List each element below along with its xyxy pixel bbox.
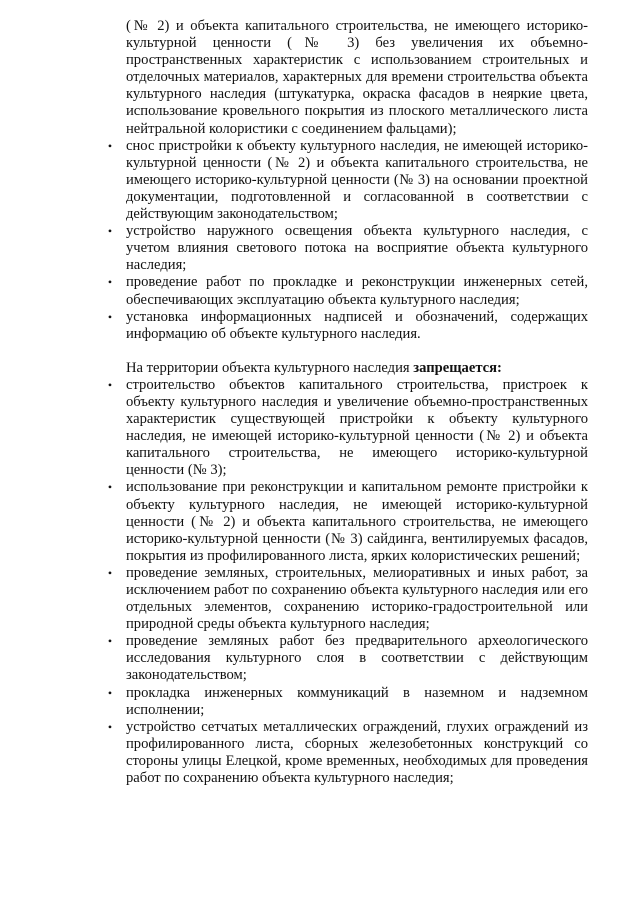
- bullet-icon: •: [107, 275, 113, 290]
- bullet-icon: •: [107, 138, 113, 153]
- list-item: [107, 564, 588, 633]
- prohibited-heading-emphasis: запрещается:: [413, 359, 502, 376]
- list-item: [107, 479, 588, 564]
- prohibited-heading-prefix: На территории объекта культурного наследия: [126, 359, 414, 376]
- prohibited-heading: [118, 360, 588, 377]
- bullet-icon: •: [107, 634, 113, 649]
- list-item-text: установка информационных надписей и обозначений, содержащих информацию об объекте культурного наследия.: [126, 308, 588, 342]
- allowed-works-list: [107, 137, 588, 343]
- intro-paragraph: (№ 2) и объекта капитального строительства, не имеющего историко-культурной ценности (№ 3) без увеличения их объемно-пространственных характеристик с использованием строительных и отделочных материалов, характерных для времени строительства объекта культурного наследия (штукатурка, окраска фасадов в неяркие цвета, использование кровельного покрытия из плоского металлического листа нейтральной колористики с соединением фальцами);: [126, 18, 588, 137]
- list-item-text: устройство наружного освещения объекта культурного наследия, с учетом влияния светового потока на восприятие объекта культурного наследия;: [126, 223, 588, 274]
- list-item: [107, 223, 588, 274]
- prohibited-works-list: [107, 376, 588, 787]
- list-item: [107, 684, 588, 719]
- list-item-text: прокладка инженерных коммуникаций в наземном и надземном исполнении;: [126, 684, 588, 718]
- list-item: [107, 137, 588, 223]
- list-item-text: проведение земляных работ без предварительного археологического исследования культурного слоя в соответствии с действующим законодательством;: [126, 633, 588, 684]
- bullet-icon: •: [107, 480, 113, 495]
- list-item-text: строительство объектов капитального строительства, пристроек к объекту культурного наследия и увеличение объемно-пространственных характеристик существующей пристройки к объекту культурного наследия, не имеющей историко-культурной ценности (№ 2) и объекта капитального строительства, не имеющего историко-культурной ценности (№ 3);: [126, 376, 588, 479]
- list-item-text: устройство сетчатых металлических ограждений, глухих ограждений из профилированного листа, сборных железобетонных конструкций со стороны улицы Елецкой, кроме временных, необходимых для проведения работ по сохранению объекта культурного наследия;: [126, 718, 588, 787]
- list-item-text: проведение работ по прокладке и реконструкции инженерных сетей, обеспечивающих эксплуатацию объекта культурного наследия;: [126, 274, 588, 308]
- list-item: [107, 308, 588, 343]
- list-item: [107, 274, 588, 308]
- bullet-icon: •: [107, 309, 113, 324]
- bullet-icon: •: [107, 565, 113, 580]
- bullet-icon: •: [107, 685, 113, 700]
- list-item: [107, 633, 588, 684]
- list-item: [107, 376, 588, 480]
- list-item-text: проведение земляных, строительных, мелиоративных и иных работ, за исключением работ по сохранению объекта культурного наследия или его отдельных элементов, сохранению историко-градостроительной или природной среды объекта культурного наследия;: [126, 564, 588, 633]
- list-item-text: снос пристройки к объекту культурного наследия, не имеющей историко-культурной ценности (№ 2) и объекта капитального строительства, не имеющего историко-культурной ценности (№ 3) на основании проектной документации, подготовленной и согласованной в соответствии с действующим законодательством;: [126, 137, 588, 223]
- bullet-icon: •: [107, 377, 113, 392]
- bullet-icon: •: [107, 719, 113, 734]
- bullet-icon: •: [107, 224, 113, 239]
- list-item-text: использование при реконструкции и капитальном ремонте пристройки к объекту культурного наследия, не имеющей историко-культурной ценности (№ 2) и объекта капитального строительства, не имеющего историко-культурной ценности (№ 3) сайдинга, вентилируемых фасадов, покрытия из профилированного листа, ярких колористических решений;: [126, 479, 588, 564]
- document-body: [107, 18, 588, 787]
- list-item: [107, 718, 588, 787]
